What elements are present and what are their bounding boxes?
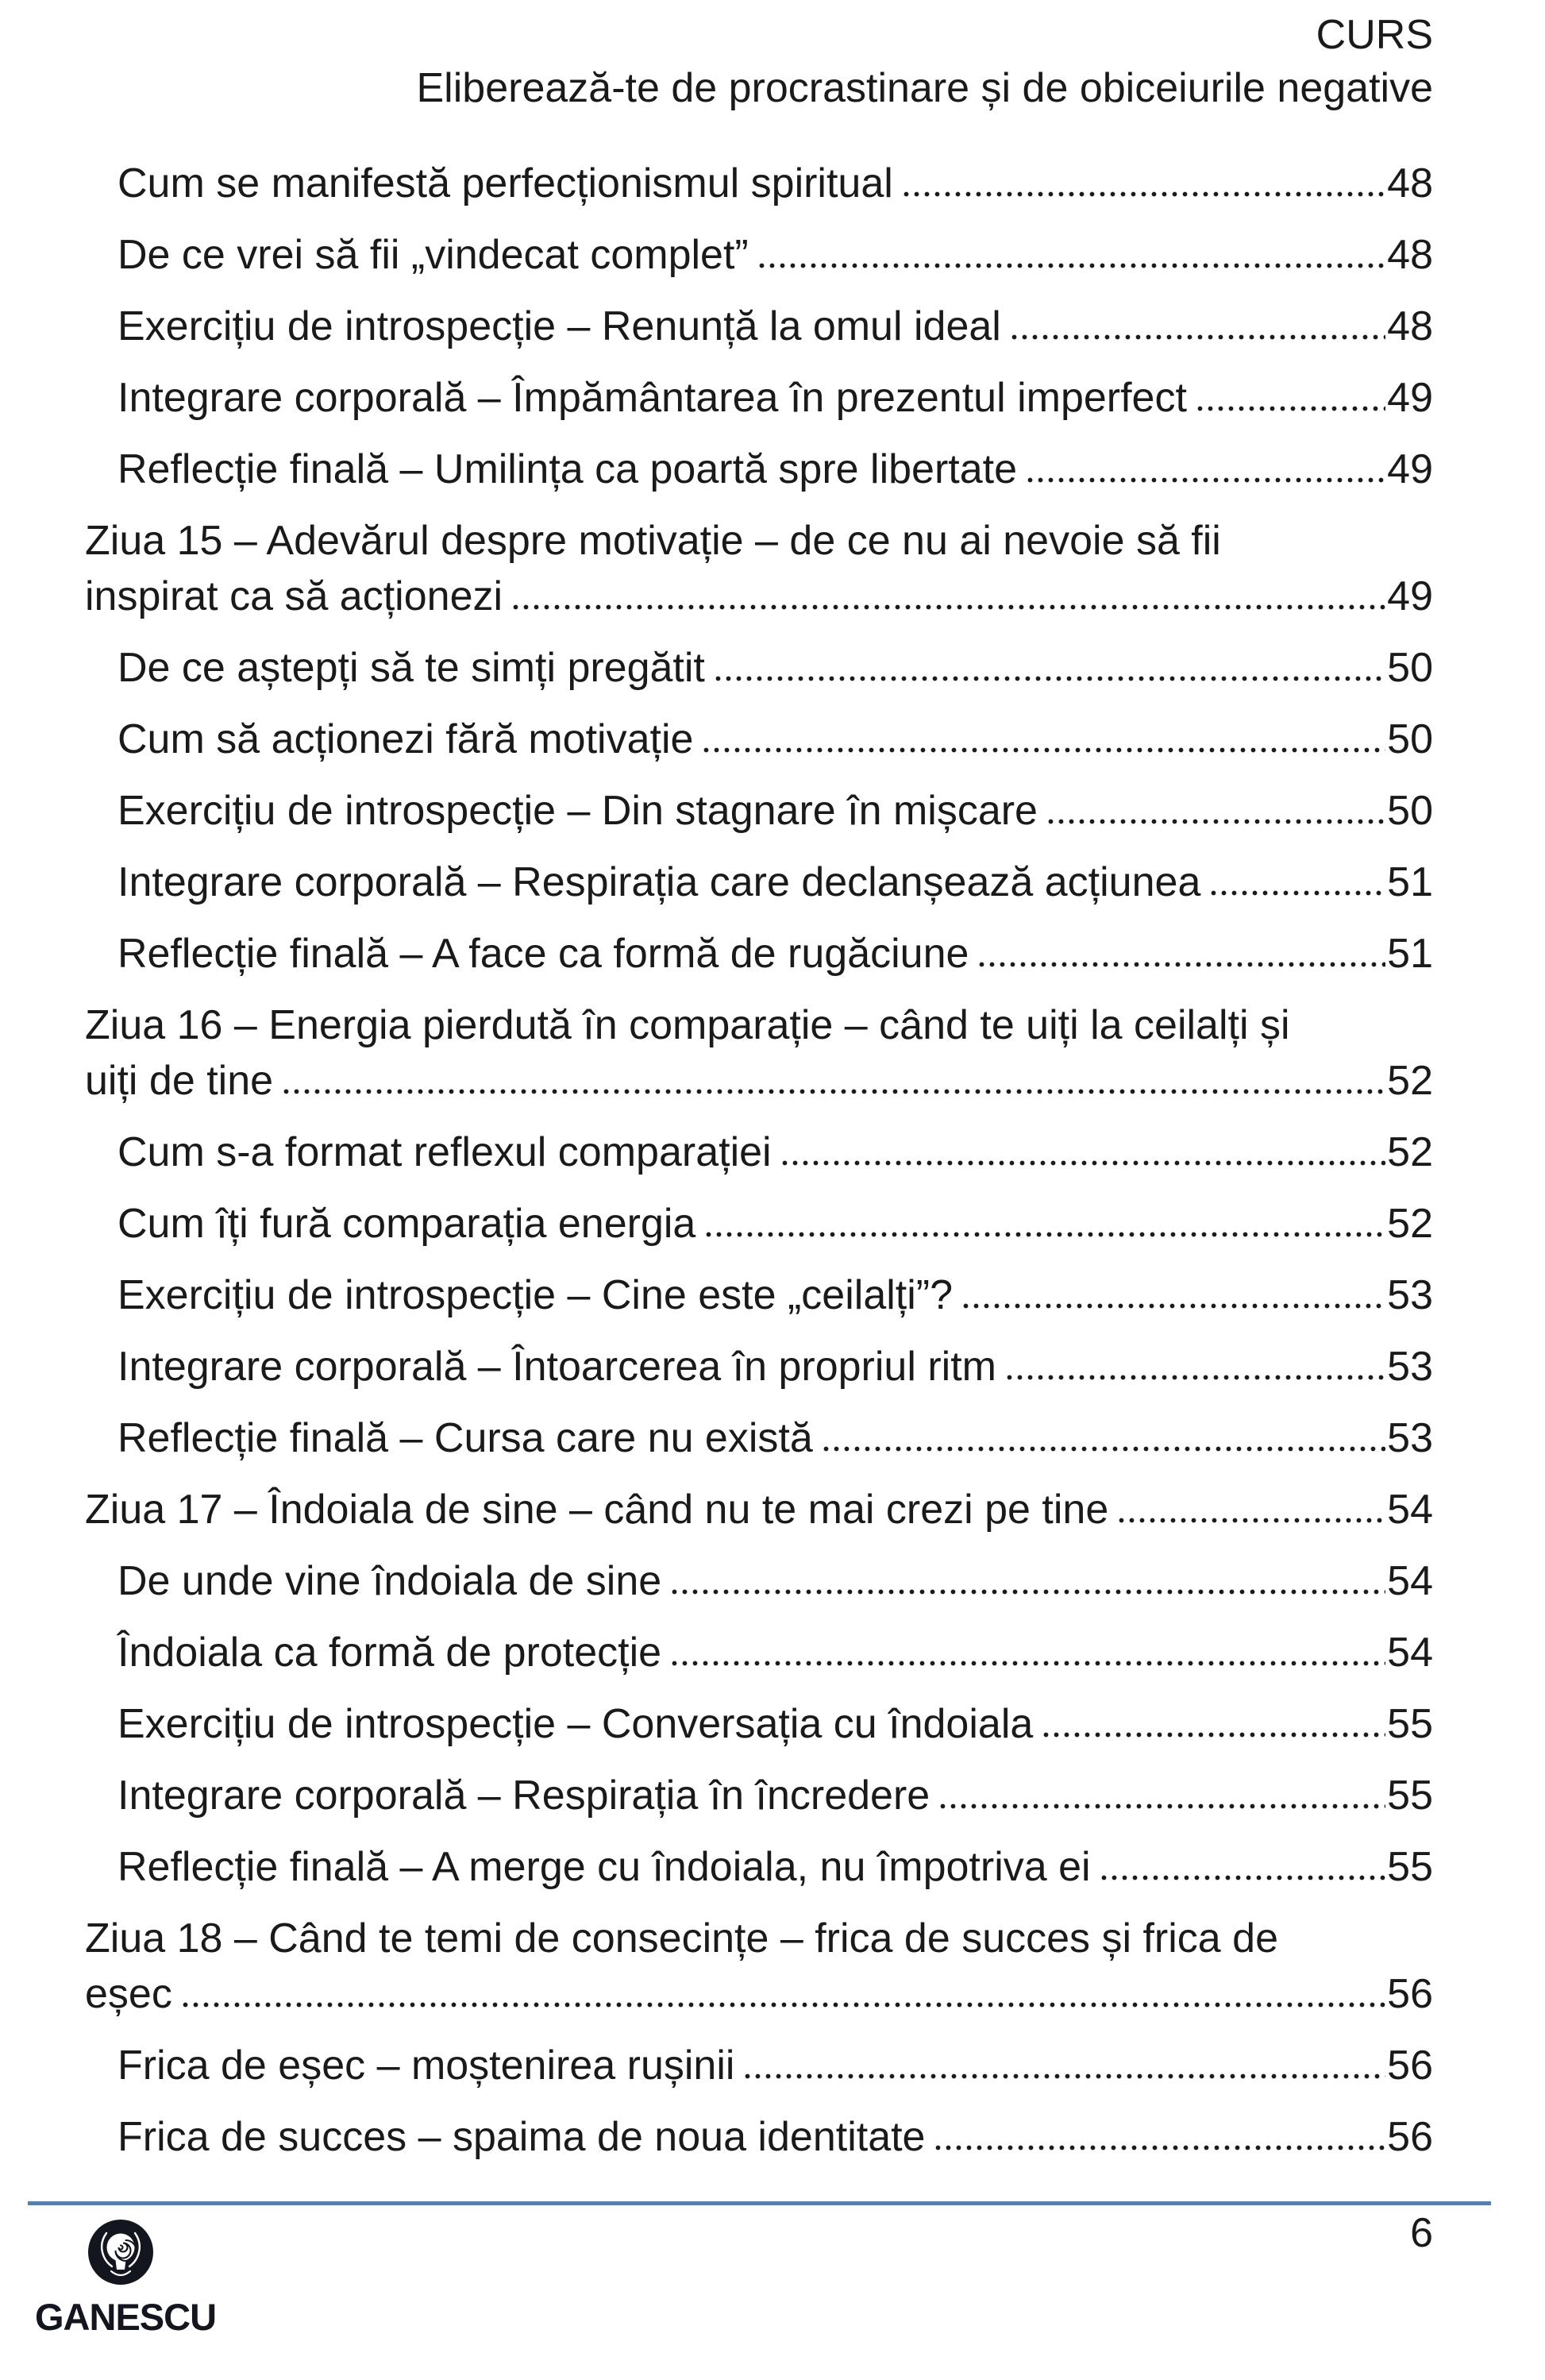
- course-kicker: CURS: [1316, 12, 1433, 58]
- toc-page-number: 52: [1387, 1201, 1433, 1247]
- toc-entry-text: Integrare corporală – Respirația care declanșează acțiunea: [118, 859, 1201, 905]
- dot-leader: [933, 2145, 1385, 2150]
- toc-entry-line: [118, 854, 1433, 910]
- footer-divider: [28, 2201, 1491, 2205]
- toc-entry-line: [118, 1267, 1433, 1323]
- toc-entry-text: Exercițiu de introspecție – Conversația cu îndoiala: [118, 1701, 1034, 1747]
- toc-entry-line: [118, 1839, 1433, 1895]
- dot-leader: [1195, 406, 1385, 411]
- brand-logo: [35, 2219, 217, 2339]
- toc-entry[interactable]: [85, 1124, 1433, 1180]
- dot-leader: [669, 1661, 1385, 1666]
- toc-entry-line: [118, 2109, 1433, 2165]
- toc-entry[interactable]: [85, 854, 1433, 910]
- toc-entry-line: [118, 1124, 1433, 1180]
- toc-page-number: 49: [1387, 446, 1433, 492]
- dot-leader: [742, 2073, 1385, 2079]
- dot-leader: [901, 191, 1385, 197]
- toc-entry-text: Ziua 18 – Când te temi de consecințe – frica de succes și frica de: [85, 1915, 1278, 1961]
- toc-entry-text: Integrare corporală – Întoarcerea în propriul ritm: [118, 1344, 996, 1390]
- toc-entry-line: [85, 1911, 1433, 1966]
- toc-entry-line: [118, 1768, 1433, 1823]
- table-of-contents: [0, 156, 1545, 2165]
- dot-leader: [701, 747, 1385, 753]
- toc-page-number: 49: [1387, 375, 1433, 421]
- page-number: 6: [1410, 2210, 1433, 2256]
- toc-entry-line: [118, 299, 1433, 354]
- toc-entry[interactable]: [85, 2109, 1433, 2165]
- toc-entry[interactable]: [85, 926, 1433, 982]
- dot-leader: [511, 604, 1385, 610]
- dot-leader: [669, 1589, 1385, 1595]
- dot-leader: [821, 1446, 1385, 1452]
- dot-leader: [180, 2002, 1385, 2008]
- toc-entry-line: [118, 640, 1433, 696]
- toc-entry[interactable]: [85, 1553, 1433, 1609]
- dot-leader: [1116, 1518, 1385, 1523]
- toc-page-number: 48: [1387, 303, 1433, 349]
- toc-entry-line: [85, 513, 1433, 569]
- toc-entry-line: [118, 1196, 1433, 1252]
- toc-entry-line: [118, 227, 1433, 283]
- toc-entry-line: [118, 926, 1433, 982]
- toc-page-number: 54: [1387, 1630, 1433, 1676]
- toc-entry-text: Reflecție finală – Umilința ca poartă spre libertate: [118, 446, 1018, 492]
- toc-entry-text: Exercițiu de introspecție – Renunță la omul ideal: [118, 303, 1001, 349]
- toc-page-number: 50: [1387, 645, 1433, 691]
- toc-page-number: 56: [1387, 2114, 1433, 2160]
- toc-entry[interactable]: [85, 640, 1433, 696]
- toc-entry-line: [118, 370, 1433, 426]
- toc-entry-line: [118, 156, 1433, 211]
- toc-entry-line: [118, 783, 1433, 839]
- toc-entry-line: [118, 442, 1433, 497]
- toc-entry-line: [118, 1625, 1433, 1680]
- dot-leader: [1025, 477, 1385, 483]
- toc-page-number: 55: [1387, 1701, 1433, 1747]
- toc-page-number: 51: [1387, 859, 1433, 905]
- toc-entry-text: Cum s-a format reflexul comparației: [118, 1129, 772, 1175]
- toc-page-number: 56: [1387, 1971, 1433, 2017]
- toc-entry[interactable]: [85, 1339, 1433, 1394]
- toc-page-number: 48: [1387, 160, 1433, 206]
- dot-leader: [961, 1303, 1385, 1309]
- toc-entry-text: Integrare corporală – Respirația în încredere: [118, 1772, 930, 1819]
- course-title: Eliberează-te de procrastinare și de obiceiurile negative: [416, 65, 1433, 111]
- page-header: [0, 0, 1545, 114]
- dot-leader: [1009, 334, 1385, 340]
- toc-entry[interactable]: [85, 1839, 1433, 1895]
- toc-page-number: 52: [1387, 1129, 1433, 1175]
- toc-entry-text: Exercițiu de introspecție – Cine este „ceilalți”?: [118, 1272, 954, 1318]
- toc-entry-line: [85, 1053, 1433, 1109]
- toc-entry-text: Cum îți fură comparația energia: [118, 1201, 696, 1247]
- toc-page-number: 54: [1387, 1487, 1433, 1533]
- toc-entry[interactable]: [85, 156, 1433, 211]
- dot-leader: [703, 1232, 1385, 1237]
- toc-page-number: 52: [1387, 1058, 1433, 1104]
- toc-entry[interactable]: [85, 1911, 1433, 2022]
- toc-entry-line: [118, 1339, 1433, 1394]
- toc-entry[interactable]: [85, 1768, 1433, 1823]
- toc-entry-line: [85, 1966, 1433, 2022]
- toc-page-number: 54: [1387, 1558, 1433, 1604]
- toc-entry-text: Ziua 16 – Energia pierdută în comparație – când te uiți la ceilalți și: [85, 1002, 1290, 1048]
- toc-page-number: 51: [1387, 931, 1433, 977]
- toc-entry[interactable]: [85, 442, 1433, 497]
- toc-entry-line: [85, 1482, 1433, 1537]
- brand-wordmark: GANESCU: [35, 2296, 217, 2338]
- dot-leader: [938, 1803, 1385, 1809]
- dot-leader: [713, 676, 1385, 681]
- dot-leader: [1004, 1375, 1385, 1380]
- toc-page-number: 53: [1387, 1415, 1433, 1461]
- toc-entry[interactable]: [85, 227, 1433, 283]
- toc-page-number: 55: [1387, 1844, 1433, 1890]
- toc-entry-text: Cum se manifestă perfecționismul spiritual: [118, 160, 893, 206]
- toc-page-number: 48: [1387, 232, 1433, 278]
- toc-entry-line: [118, 1410, 1433, 1466]
- dot-leader: [1208, 890, 1385, 896]
- toc-entry-text: Integrare corporală – Împământarea în prezentul imperfect: [118, 375, 1187, 421]
- toc-entry-line: [118, 1696, 1433, 1752]
- dot-leader: [1041, 1732, 1385, 1738]
- toc-entry-text: eșec: [85, 1971, 172, 2017]
- toc-page-number: 49: [1387, 573, 1433, 619]
- toc-entry[interactable]: [85, 1196, 1433, 1252]
- toc-entry[interactable]: [85, 1267, 1433, 1323]
- toc-entry-text: Exercițiu de introspecție – Din stagnare în mișcare: [118, 788, 1038, 834]
- toc-entry[interactable]: [85, 1625, 1433, 1680]
- dot-leader: [1046, 819, 1385, 824]
- toc-entry-text: Ziua 15 – Adevărul despre motivație – de ce nu ai nevoie să fii: [85, 518, 1221, 564]
- toc-entry-text: Frica de eșec – moștenirea rușinii: [118, 2042, 735, 2089]
- dot-leader: [780, 1160, 1386, 1166]
- toc-entry-text: Îndoiala ca formă de protecție: [118, 1630, 662, 1676]
- dot-leader: [977, 962, 1385, 967]
- two-faces-spiral-emblem-icon: [87, 2219, 154, 2285]
- dot-leader: [757, 263, 1385, 268]
- toc-entry[interactable]: [85, 783, 1433, 839]
- toc-page-number: 53: [1387, 1344, 1433, 1390]
- toc-entry-line: [85, 997, 1433, 1053]
- toc-page-number: 53: [1387, 1272, 1433, 1318]
- toc-entry-text: inspirat ca să acționezi: [85, 573, 503, 619]
- toc-entry-line: [85, 569, 1433, 624]
- toc-page-number: 50: [1387, 788, 1433, 834]
- toc-entry[interactable]: [85, 2038, 1433, 2093]
- toc-entry[interactable]: [85, 1410, 1433, 1466]
- toc-entry-text: De ce aștepți să te simți pregătit: [118, 645, 705, 691]
- toc-entry[interactable]: [85, 370, 1433, 426]
- toc-entry[interactable]: [85, 513, 1433, 624]
- toc-page-number: 56: [1387, 2042, 1433, 2089]
- toc-entry-text: Reflecție finală – A face ca formă de rugăciune: [118, 931, 969, 977]
- toc-entry-line: [118, 1553, 1433, 1609]
- toc-entry-text: uiți de tine: [85, 1058, 274, 1104]
- toc-page-number: 50: [1387, 716, 1433, 762]
- toc-entry[interactable]: [85, 299, 1433, 354]
- toc-entry-line: [118, 2038, 1433, 2093]
- toc-entry[interactable]: [85, 997, 1433, 1109]
- toc-entry-text: Reflecție finală – A merge cu îndoiala, nu împotriva ei: [118, 1844, 1091, 1890]
- dot-leader: [281, 1089, 1385, 1094]
- toc-entry-text: De ce vrei să fii „vindecat complet”: [118, 232, 749, 278]
- toc-entry[interactable]: [85, 1696, 1433, 1752]
- toc-entry-text: De unde vine îndoiala de sine: [118, 1558, 662, 1604]
- dot-leader: [1099, 1875, 1386, 1880]
- toc-entry-text: Ziua 17 – Îndoiala de sine – când nu te mai crezi pe tine: [85, 1487, 1109, 1533]
- toc-entry-text: Cum să acționezi fără motivație: [118, 716, 694, 762]
- toc-entry[interactable]: [85, 712, 1433, 767]
- toc-entry-text: Frica de succes – spaima de noua identitate: [118, 2114, 926, 2160]
- toc-entry[interactable]: [85, 1482, 1433, 1537]
- toc-page-number: 55: [1387, 1772, 1433, 1819]
- toc-entry-text: Reflecție finală – Cursa care nu există: [118, 1415, 813, 1461]
- toc-entry-line: [118, 712, 1433, 767]
